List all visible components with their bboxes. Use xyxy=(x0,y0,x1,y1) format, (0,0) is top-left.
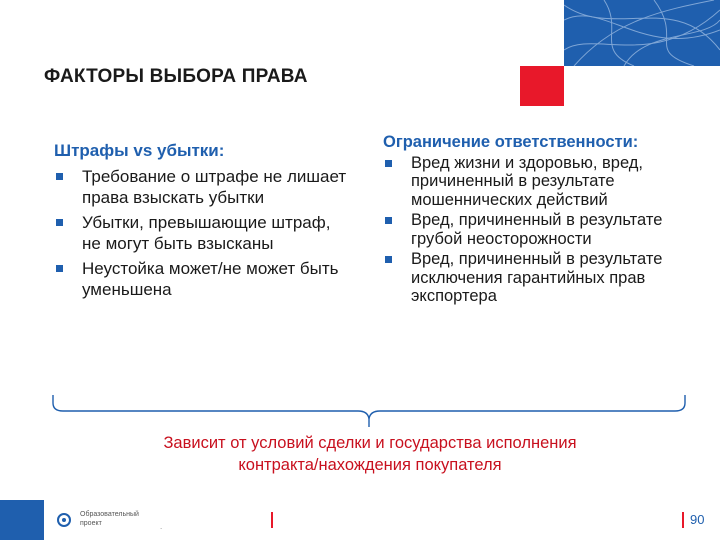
right-bullet-list xyxy=(383,154,703,306)
page-number: 90 xyxy=(690,512,705,527)
footer-blue-block xyxy=(0,500,44,540)
globe-logo-icon xyxy=(57,513,71,527)
list-item xyxy=(383,250,703,306)
right-column-heading: Ограничение ответственности: xyxy=(383,133,639,151)
list-item xyxy=(54,166,354,209)
conclusion-line-2: контракта/нахождения покупателя xyxy=(238,456,502,474)
list-item xyxy=(54,258,354,301)
list-item xyxy=(383,154,703,210)
list-item-text: Неустойка может/не может быть уменьшена xyxy=(82,258,339,299)
decorative-blue-pattern xyxy=(564,0,720,66)
square-bullet-icon xyxy=(385,217,392,224)
square-bullet-icon xyxy=(385,160,392,167)
footer-brand-line-2: проект xyxy=(80,520,102,527)
footer-brand xyxy=(80,510,139,528)
footer-dot: . xyxy=(160,522,163,531)
list-item xyxy=(54,212,354,255)
footer-divider xyxy=(271,512,273,528)
list-item-text: Убытки, превышающие штраф, не могут быть взысканы xyxy=(82,212,331,253)
curly-brace-icon xyxy=(50,393,688,429)
left-column xyxy=(54,140,354,304)
slide-title: ФАКТОРЫ ВЫБОРА ПРАВА xyxy=(44,66,308,87)
list-item-text: Вред, причиненный в результате исключения гарантийных прав экспортера xyxy=(411,250,663,305)
left-bullet-list xyxy=(54,166,354,301)
right-column xyxy=(383,133,703,308)
list-item-text: Вред жизни и здоровью, вред, причиненный в результате мошеннических действий xyxy=(411,153,643,209)
square-bullet-icon xyxy=(56,173,63,180)
conclusion-text xyxy=(80,432,660,476)
left-column-heading: Штрафы vs убытки: xyxy=(54,141,225,160)
list-item xyxy=(383,211,703,248)
square-bullet-icon xyxy=(385,256,392,263)
page-number-divider xyxy=(682,512,684,528)
square-bullet-icon xyxy=(56,219,63,226)
square-bullet-icon xyxy=(56,265,63,272)
list-item-text: Требование о штрафе не лишает права взыскать убытки xyxy=(82,166,347,207)
curved-lines-pattern-icon xyxy=(564,0,720,66)
decorative-red-square xyxy=(520,66,564,106)
footer-brand-line-1: Образовательный xyxy=(80,511,139,518)
conclusion-line-1: Зависит от условий сделки и государства исполнения xyxy=(163,434,577,452)
list-item-text: Вред, причиненный в результате грубой неосторожности xyxy=(411,211,663,248)
